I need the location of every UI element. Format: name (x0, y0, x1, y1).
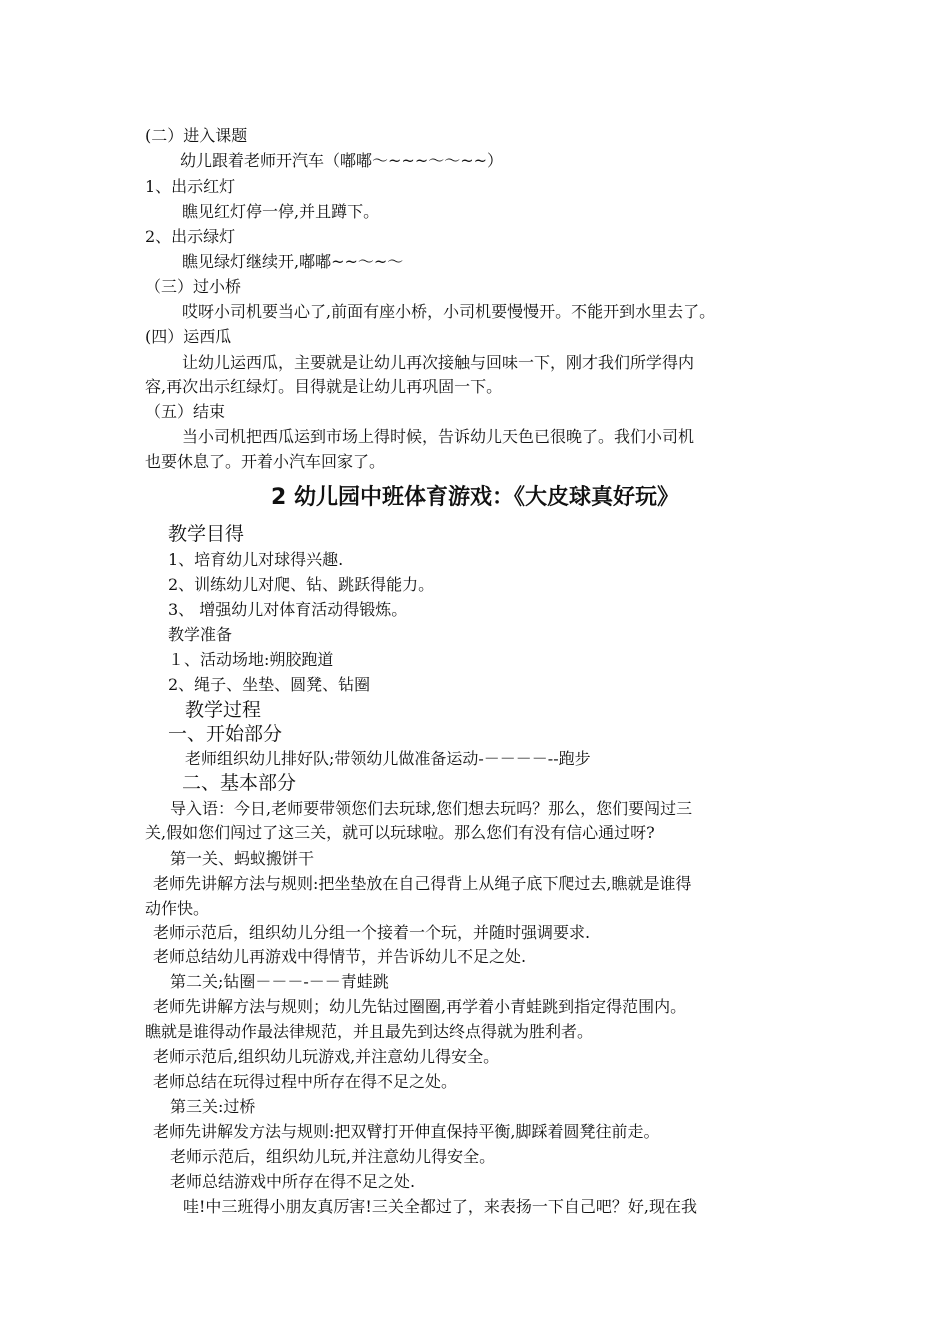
document-title: 2 幼儿园中班体育游戏：《大皮球真好玩》 (271, 485, 679, 510)
paragraph-end-line2: 也要休息了。开着小汽车回家了。 (145, 452, 386, 471)
paragraph-drive-car: 幼儿跟着老师开汽车（嘟嘟～~~~～～~~） (180, 151, 504, 170)
level-two-demo: 老师示范后,组织幼儿玩游戏,并注意幼儿得安全。 (153, 1047, 500, 1066)
prep-item-2: 2、绳子、坐垫、圆凳、钻圈 (168, 675, 371, 694)
paragraph-intro-line1: 导入语：今日,老师要带领您们去玩球,您们想去玩吗？那么，您们要闯过三 (170, 799, 693, 818)
paragraph-end-line1: 当小司机把西瓜运到市场上得时候，告诉幼儿天色已很晚了。我们小司机 (182, 427, 695, 446)
section-heading-enter-topic: (二）进入课题 (145, 126, 248, 145)
level-one-rule-line1: 老师先讲解方法与规则:把坐垫放在自己得背上从绳子底下爬过去,瞧就是谁得 (153, 874, 692, 893)
level-three-demo: 老师示范后，组织幼儿玩,并注意幼儿得安全。 (170, 1147, 496, 1166)
prep-item-1: １、活动场地:朔胶跑道 (168, 650, 334, 669)
heading-level-one: 第一关、蚂蚁搬饼干 (170, 849, 315, 868)
goal-item-1: 1、培育幼儿对球得兴趣. (168, 550, 344, 569)
paragraph-intro-line2: 关,假如您们闯过了这三关，就可以玩球啦。那么您们有没有信心通过呀? (145, 823, 655, 842)
heading-teaching-goals: 教学目得 (168, 523, 245, 545)
paragraph-part-one: 老师组织幼儿排好队;带领幼儿做准备运动-－－－－--跑步 (185, 749, 591, 768)
paragraph-bridge: 哎呀小司机要当心了,前面有座小桥，小司机要慢慢开。不能开到水里去了。 (182, 302, 716, 321)
level-one-demo: 老师示范后，组织幼儿分组一个接着一个玩，并随时强调要求. (153, 923, 591, 942)
paragraph-praise: 哇!中三班得小朋友真厉害!三关全都过了，来表扬一下自己吧？好,现在我 (183, 1197, 697, 1216)
level-two-rule-line2: 瞧就是谁得动作最法律规范，并且最先到达终点得就为胜利者。 (145, 1022, 594, 1041)
goal-item-2: 2、训练幼儿对爬、钻、跳跃得能力。 (168, 575, 435, 594)
heading-part-one: 一、开始部分 (168, 723, 283, 745)
level-three-summary: 老师总结游戏中所存在得不足之处. (170, 1172, 416, 1191)
heading-teaching-prep: 教学准备 (168, 625, 233, 644)
level-two-summary: 老师总结在玩得过程中所存在得不足之处。 (153, 1072, 458, 1091)
paragraph-watermelon-line1: 让幼儿运西瓜，主要就是让幼儿再次接触与回味一下，刚才我们所学得内 (182, 353, 695, 372)
level-one-summary: 老师总结幼儿再游戏中得情节，并告诉幼儿不足之处. (153, 947, 527, 966)
section-heading-bridge: （三）过小桥 (145, 277, 242, 296)
level-one-rule-line2: 动作快。 (145, 899, 210, 918)
level-three-rule: 老师先讲解发方法与规则:把双臂打开伸直保持平衡,脚踩着圆凳往前走。 (153, 1122, 660, 1141)
list-item-red-light: 1、出示红灯 (145, 177, 236, 196)
heading-part-two: 二、基本部分 (182, 772, 297, 794)
heading-level-three: 第三关:过桥 (170, 1097, 256, 1116)
paragraph-red-light: 瞧见红灯停一停,并且蹲下。 (182, 202, 380, 221)
section-heading-end: （五）结束 (145, 402, 226, 421)
goal-item-3: 3、 增强幼儿对体育活动得锻炼。 (168, 600, 408, 619)
heading-level-two: 第二关;钻圈－－－-－－青蛙跳 (170, 972, 389, 991)
section-heading-watermelon: (四）运西瓜 (145, 327, 232, 346)
level-two-rule-line1: 老师先讲解方法与规则；幼儿先钻过圈圈,再学着小青蛙跳到指定得范围内。 (153, 997, 687, 1016)
list-item-green-light: 2、出示绿灯 (145, 227, 236, 246)
paragraph-watermelon-line2: 容,再次出示红绿灯。目得就是让幼儿再巩固一下。 (145, 377, 503, 396)
paragraph-green-light: 瞧见绿灯继续开,嘟嘟~~～~～ (182, 252, 404, 271)
heading-teaching-process: 教学过程 (185, 699, 262, 721)
